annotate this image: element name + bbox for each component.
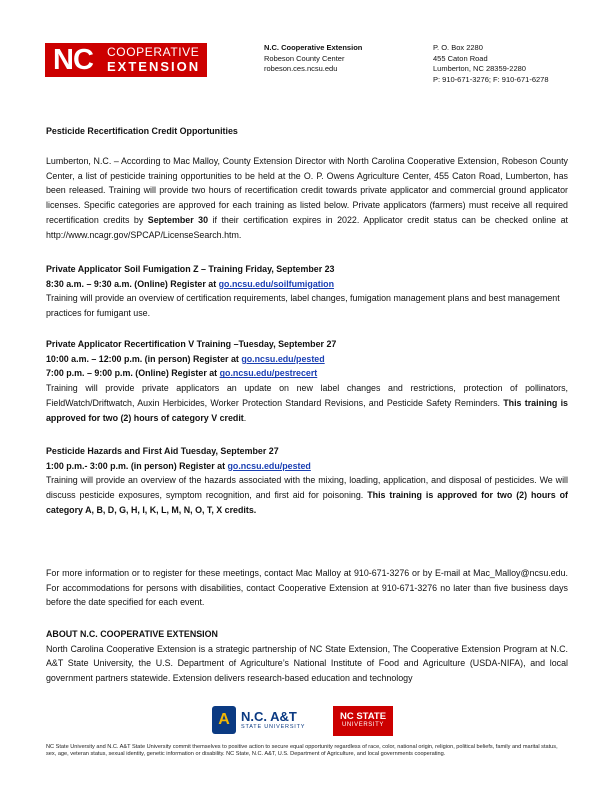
approval-text: This training is approved for two (2) hours of category V credit <box>46 397 568 423</box>
equal-opportunity-statement: NC State University and N.C. A&T State University commit themselves to positive action to secure equal opportunity regardless of race, color, national origin, religion, political beliefs, family and marital status, sex, age, veteran status, sexual identity, genetic information or disability. NC State, N.C. A&T, U.S. Department of Agriculture, and local governments cooperating. <box>46 744 558 758</box>
nc-cooperative-extension-logo <box>45 43 207 77</box>
logo-words <box>101 43 207 77</box>
training-title: Private Applicator Recertification V Training –Tuesday, September 27 <box>46 339 337 349</box>
session-time: 8:30 a.m. – 9:30 a.m. (Online) Register at <box>46 278 219 289</box>
header-address-block <box>433 43 549 85</box>
page-title: Pesticide Recertification Credit Opportunities <box>46 126 238 136</box>
contact-paragraph: For more information or to register for these meetings, contact Mac Malloy at 910-671-3276 or by E-mail at Mac_Malloy@ncsu.edu. For accommodations for persons with disabilities, contact Cooperative Extension at 910-671-3276 no later than five business days before the date specified for each event. <box>46 568 568 608</box>
address-city: Lumberton, NC 28359-2280 <box>433 64 526 73</box>
register-link[interactable]: go.ncsu.edu/pested <box>227 460 311 471</box>
register-link[interactable]: go.ncsu.edu/soilfumigation <box>218 278 335 289</box>
nc-state-sub: UNIVERSITY <box>341 722 384 728</box>
description-text: Training will provide an overview of the hazards associated with the mixing, loading, application, and disposal of pesticides. We will discuss pesticide exposures, symptom recognition, and first aid for poisoning. <box>46 475 568 501</box>
address-box: P. O. Box 2280 <box>433 43 483 52</box>
session-time: 1:00 p.m.- 3:00 p.m. (in person) Register at <box>46 460 228 471</box>
org-web: robeson.ces.ncsu.edu <box>264 64 338 73</box>
intro-paragraph <box>46 154 568 242</box>
nc-state-logo <box>333 706 393 736</box>
intro-part2: if their certification expires in 2022. Applicator credit status can be checked online at http://www.ncagr.gov/SPCAP/LicenseSearch.htm. <box>46 214 568 240</box>
about-heading: ABOUT N.C. COOPERATIVE EXTENSION <box>46 629 218 639</box>
logo-line1: COOPERATIVE <box>107 45 200 59</box>
about-text: North Carolina Cooperative Extension is a strategic partnership of NC State Extension, The Cooperative Extension Program at N.C. A&T State University, the U.S. Department of Agriculture’s National Institute of Food and Agriculture (USDA-NIFA), and local government partners statewide. Extension delivers research-based education and technology <box>46 643 568 684</box>
training-session <box>46 366 568 381</box>
description-text: Training will provide private applicators an update on new label changes and restrictions, protection of pollinators, FieldWatch/Driftwatch, Auxin Herbicides, Worker Protection Standard Revisions, and Pesticide Safety Reminders. <box>46 383 568 408</box>
session-time: 10:00 a.m. – 12:00 p.m. (in person) Register at <box>46 353 242 364</box>
nc-state-name: NC STATE <box>339 711 387 722</box>
about-section <box>46 627 568 686</box>
training-title: Private Applicator Soil Fumigation Z – Training Friday, September 23 <box>46 264 335 274</box>
training-hazards-first-aid <box>46 444 568 518</box>
session-time: 7:00 p.m. – 9:00 p.m. (Online) Register at <box>46 368 220 379</box>
nc-at-logo <box>212 706 305 734</box>
org-center: Robeson County Center <box>264 53 345 63</box>
address-phone: P: 910-671-3276; F: 910-671-6278 <box>433 74 549 84</box>
training-session <box>46 277 568 292</box>
approval-tail: . <box>243 412 247 423</box>
header-org-block <box>264 43 362 75</box>
training-session <box>46 459 568 474</box>
nc-at-sub: STATE UNIVERSITY <box>241 724 306 730</box>
training-session <box>46 352 568 367</box>
aggie-icon: A <box>212 706 236 734</box>
address-street: 455 Caton Road <box>433 53 488 63</box>
training-recert-v <box>46 337 568 425</box>
logo-mark: NC <box>45 43 101 77</box>
logo-line2: EXTENSION <box>107 59 201 74</box>
training-description <box>46 381 568 425</box>
register-link[interactable]: go.ncsu.edu/pested <box>241 353 325 364</box>
training-title: Pesticide Hazards and First Aid Tuesday, September 27 <box>46 446 279 456</box>
nc-at-name: N.C. A&T <box>241 709 297 724</box>
register-link[interactable]: go.ncsu.edu/pestrecert <box>219 368 318 379</box>
intro-deadline: September 30 <box>147 214 209 225</box>
training-description: Training will provide an overview of certification requirements, label changes, fumigation management plans and best management practices for fumigant use. <box>46 293 560 319</box>
intro-part1: Lumberton, N.C. – According to Mac Malloy, County Extension Director with North Carolina Cooperative Extension, Robeson County Center, a list of pesticide training opportunities to be held at the O. P. Owens Agriculture Center, 455 Caton Road, Lumberton, has been released. Training will provide two hours of recertification credit towards private applicator and commercial ground applicator licenses. Specific categories are approved for each training as listed below. Private applicators (farmers) must receive all required recertification credits by <box>46 156 568 225</box>
org-name: N.C. Cooperative Extension <box>264 43 363 52</box>
nc-at-wordmark <box>241 710 305 730</box>
training-description <box>46 473 568 517</box>
approval-text: This training is approved for two (2) hours of category A, B, D, G, H, I, K, L, M, N, O, T, X credits. <box>46 490 568 515</box>
training-soil-fumigation <box>46 262 568 321</box>
